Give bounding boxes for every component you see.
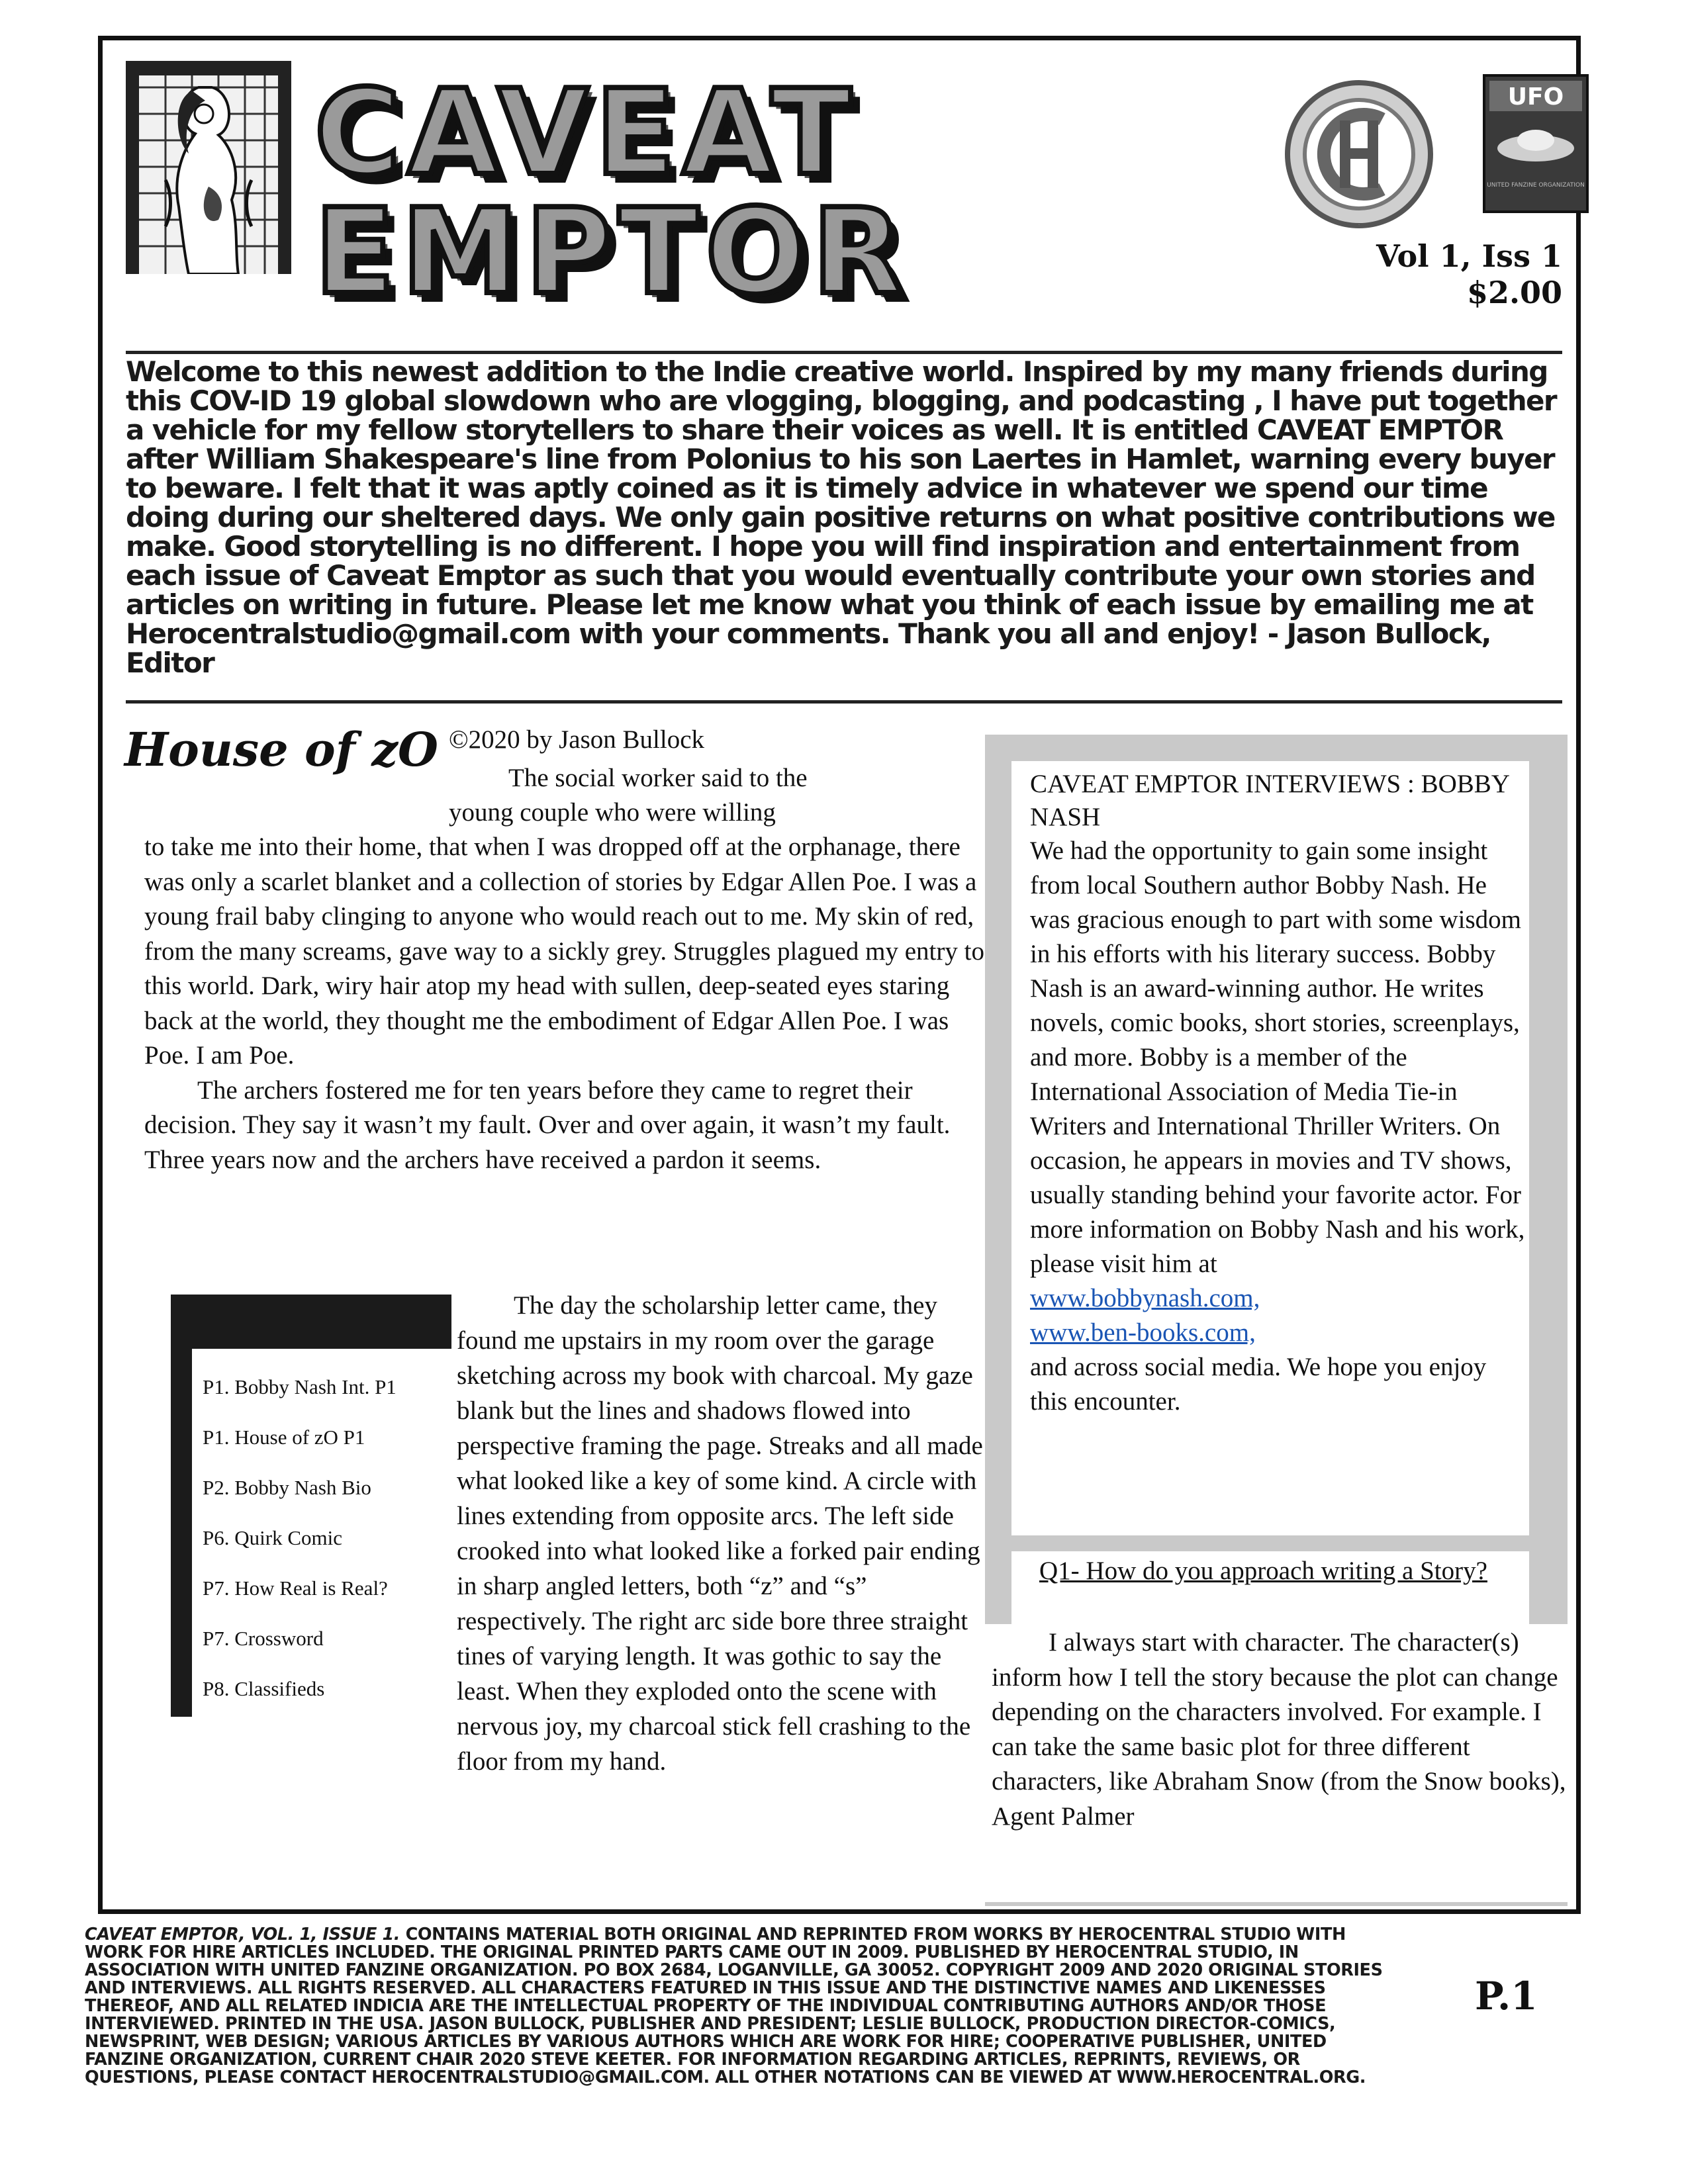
masthead-title-line-1: CAVEAT (314, 64, 859, 201)
contents-item: P7. How Real is Real? (203, 1576, 388, 1600)
interview-answer (985, 1624, 1568, 1902)
contents-item: P1. House of zO P1 (203, 1426, 365, 1449)
woman-illustration-icon (126, 61, 291, 274)
bobbynash-link[interactable]: www.bobbynash.com, (1030, 1284, 1260, 1312)
ufo-logo-text: UFO (1507, 83, 1564, 111)
hc-logo-text: HC (1358, 225, 1360, 226)
ben-books-link[interactable]: www.ben-books.com, (1030, 1318, 1256, 1347)
story-body (144, 830, 992, 1177)
interview-heading: CAVEAT EMPTOR INTERVIEWS : BOBBY NASH (1030, 770, 1509, 831)
story-paragraph-3: The day the scholarship letter came, they found me upstairs in my room over the garage sketching across my book with charcoal. My gaze blank but the lines and shadows flowed into perspective framing the page. Streaks and all made what looked like a key of some kind. A circle with lines extending from opposite arcs. The left side crooked into what looked like a forked pair ending in sharp angled letters, both “z” and “s” respectively. The right arc side bore three straight tines of varying length. It was gothic to say the least. When they exploded onto the scene with nervous joy, my charcoal stick fell crashing to the floor from my hand. (457, 1291, 983, 1776)
interview-links (1030, 1281, 1525, 1350)
question-text: Q1- How do you approach writing a Story? (1039, 1557, 1487, 1585)
issue-info (1324, 238, 1562, 311)
interview-body: We had the opportunity to gain some insight from local Southern author Bobby Nash. He was gracious enough to part with some wisdom in his efforts with his literary success. Bobby Nash is an award-winning author. He writes novels, comic books, short stories, screenplays, and more. Bobby is a member of the International Association of Media Tie-in Writers and International Thriller Writers. On occasion, he appears in movies and TV shows, usually standing behind your favorite actor. For more information on Bobby Nash and his work, please visit him at (1030, 837, 1525, 1278)
story-paragraph-2: The archers fostered me for ten years before they came to regret their decision. They say it wasn’t my fault. Over and over again, it wasn’t my fault. Three years now and the archers have received a pardon it seems. (144, 1075, 951, 1174)
story-intro: The social worker said to the young couple who were willing (449, 764, 808, 827)
divider-top (126, 351, 1562, 354)
interview-intro (1011, 761, 1529, 1535)
divider-middle (126, 700, 1562, 704)
story-title: House of zO (124, 722, 438, 777)
contents-item: P6. Quirk Comic (203, 1526, 342, 1549)
publication-indicia (85, 1926, 1395, 2087)
indicia-text: CONTAINS MATERIAL BOTH ORIGINAL AND REPRINTED FROM WORKS BY HEROCENTRAL STUDIO WITH WORK FOR HIRE ARTICLES INCLUDED. THE ORIGINAL PRINTED PARTS CAME OUT IN 2009. PUBLISHED BY HEROCENTRAL STUDIO, IN ASSOCIATION WITH UNITED FANZINE ORGANIZATION. PO BOX 2684, LOGANVILLE, GA 30052. COPYRIGHT 2009 AND 2020 ORIGINAL STORIES AND INTERVIEWS. ALL RIGHTS RESERVED. ALL CHARACTERS FEATURED IN THIS ISSUE AND THE DISTINCTIVE NAMES AND LIKENESSES THEREOF, AND ALL RELATED INDICIA ARE THE INTELLECTUAL PROPERTY OF THE INDIVIDUAL CONTRIBUTING AUTHORS AND/OR THOSE INTERVIEWED. PRINTED IN THE USA. JASON BULLOCK, PUBLISHER AND PRESIDENT; LESLIE BULLOCK, PRODUCTION DIRECTOR-COMICS, NEWSPRINT, WEB DESIGN; VARIOUS ARTICLES BY VARIOUS AUTHORS WHICH ARE WORK FOR HIRE; COOPERATIVE PUBLISHER, UNITED FANZINE ORGANIZATION, CURRENT CHAIR 2020 STEVE KEETER. FOR INFORMATION REGARDING ARTICLES, REPRINTS, REVIEWS, OR QUESTIONS, PLEASE CONTACT HEROCENTRALSTUDIO@GMAIL.COM. ALL OTHER NOTATIONS CAN BE VIEWED AT WWW.HEROCENTRAL.ORG. (85, 1925, 1383, 2087)
indicia-lead: CAVEAT EMPTOR, VOL. 1, ISSUE 1. (85, 1925, 400, 1944)
herocentral-logo-icon (1283, 78, 1435, 230)
contents-item: P7. Crossword (203, 1627, 324, 1650)
masthead-title-line-2: EMPTOR (314, 183, 910, 320)
price: $2.00 (1466, 275, 1562, 311)
ufo-logo-icon (1483, 74, 1589, 213)
story-copyright: ©2020 by Jason Bullock (449, 725, 705, 754)
editor-welcome-text: Welcome to this newest addition to the Indie creative world. Inspired by my many friends during this COV-ID 19 global slowdown who are vlogging, blogging, and podcasting , I have put together a vehicle for my fellow storytellers to share their voices as well. It is entitled CAVEAT EMPTOR after William Shakespeare's line from Polonius to his son Laertes in Hamlet, warning every buyer to beware. I felt that it was aptly coined as it is timely advice in whatever we spend our time doing during our sheltered days. We only gain positive returns on what positive contributions we make. Good storytelling is no different. I hope you will find inspiration and entertainment from each issue of Caveat Emptor as such that you would eventually contribute your own stories and articles on writing in future. Please let me know what you think of each issue by emailing me at Herocentralstudio@gmail.com with your comments. Thank you all and enjoy! - Jason Bullock, Editor (126, 355, 1556, 679)
interview-outro: and across social media. We hope you enjoy this encounter. (1030, 1353, 1487, 1416)
page-number: P.1 (1475, 1974, 1538, 2019)
contents-item: P2. Bobby Nash Bio (203, 1476, 371, 1499)
interview-question (1011, 1551, 1529, 1624)
table-of-contents (192, 1349, 457, 1733)
contents-item: P8. Classifieds (203, 1677, 325, 1700)
story-continuation (457, 1288, 993, 1779)
contents-item: P1. Bobby Nash Int. P1 (203, 1375, 397, 1398)
answer-text: I always start with character. The character(s) inform how I tell the story because the plot can change depending on the characters involved. For example. I can take the same basic plot for three different characters, like Abraham Snow (from the Snow books), Agent Palmer (992, 1628, 1566, 1831)
ufo-logo-subtext: UNITED FANZINE ORGANIZATION (1487, 182, 1585, 189)
story-paragraph-1: to take me into their home, that when I was dropped off at the orphanage, there was only a scarlet blanket and a collection of stories by Edgar Allen Poe. I was a young frail baby clinging to anyone who would reach out to me. My skin of red, from the many screams, gave way to a sickly grey. Struggles plagued my entry to this world. Dark, wiry hair atop my head with sullen, deep-seated eyes staring back at the world, they thought me the embodiment of Edgar Allen Poe. I was Poe. I am Poe. (144, 833, 984, 1069)
volume-issue: Vol 1, Iss 1 (1376, 238, 1562, 274)
